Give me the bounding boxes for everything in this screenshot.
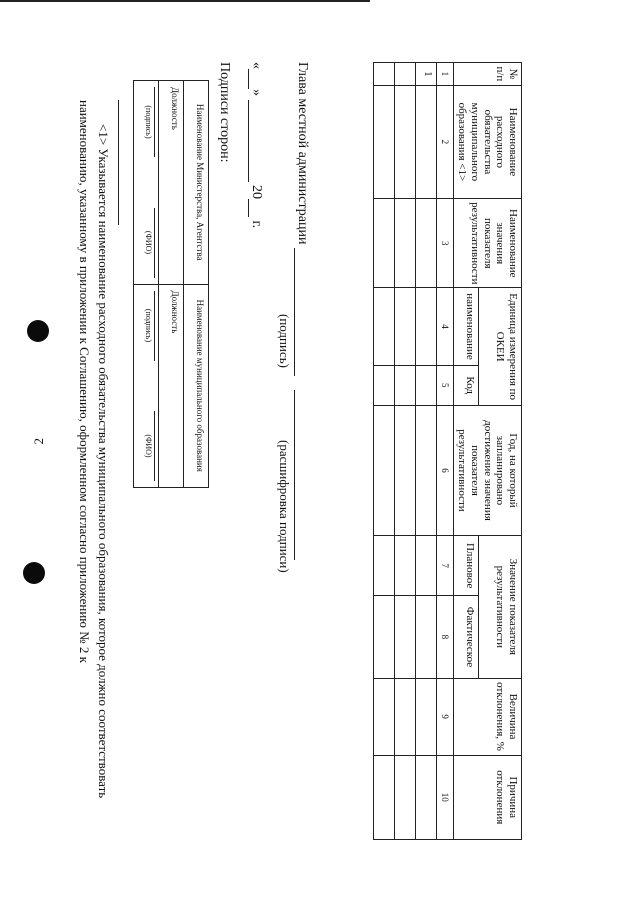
signature-caption: (подпись) (277, 314, 292, 368)
table-cell (415, 405, 436, 535)
table-cell (394, 755, 415, 840)
table-cell (415, 199, 436, 288)
table-cell (373, 596, 394, 678)
table-cell (373, 63, 394, 86)
table-cell (373, 288, 394, 365)
municipality-header: Наименование муниципального образования (184, 284, 209, 488)
date-open-quote: « (249, 62, 264, 69)
header-planned: Плановое (453, 536, 478, 596)
column-number-row (436, 63, 453, 840)
results-table (373, 62, 522, 840)
header-expense-name: Наименование расходного обязательства муниципального образования <1> (453, 85, 521, 198)
municipality-signature-caption: (подпись) (144, 291, 155, 361)
table-cell (415, 596, 436, 678)
table-cell (415, 365, 436, 405)
table-cell (415, 536, 436, 596)
table-cell (394, 199, 415, 288)
ministry-fio-caption: (ФИО) (144, 208, 155, 278)
decoding-caption: (расшифровка подписи) (277, 440, 292, 573)
party-signatures-table (133, 80, 209, 488)
column-number: 1 (436, 63, 453, 86)
table-cell (373, 405, 394, 535)
year-prefix: 20 (249, 185, 264, 199)
table-cell (415, 755, 436, 840)
table-cell (373, 536, 394, 596)
table-cell (373, 678, 394, 755)
municipality-fio-caption: (ФИО) (144, 411, 155, 481)
decoding-blank (294, 390, 295, 560)
head-signature-line (294, 62, 310, 560)
ministry-header: Наименование Министерства, Агентства (184, 81, 209, 285)
header-year: Год, на который запланировано достижение значения показателя результативности (453, 405, 521, 535)
column-number: 5 (436, 365, 453, 405)
column-number: 3 (436, 199, 453, 288)
header-unit-group: Единица измерения по ОКЕИ (478, 288, 521, 405)
table-cell (373, 365, 394, 405)
table-cell (394, 536, 415, 596)
table-row (415, 63, 436, 840)
signature-blank (294, 248, 295, 376)
header-deviation: Величина отклонения, % (453, 678, 521, 755)
head-signature-label: Глава местной администрации (295, 62, 310, 245)
table-cell (415, 288, 436, 365)
header-actual: Фактическое (453, 596, 478, 678)
table-row (394, 63, 415, 840)
table-cell (394, 85, 415, 198)
table-cell (394, 405, 415, 535)
year-blank (248, 199, 249, 217)
header-indicator-name: Наименование значения показателя результативности (453, 199, 521, 288)
table-row (373, 63, 394, 840)
table-cell: 1 (415, 63, 436, 86)
header-unit-code: Код (453, 365, 478, 405)
table-cell (394, 678, 415, 755)
day-blank (248, 69, 249, 89)
header-reason: Причина отклонения (453, 755, 521, 840)
column-number: 9 (436, 678, 453, 755)
column-number: 6 (436, 405, 453, 535)
date-close-quote: » (249, 89, 264, 96)
header-value-group: Значение показателя результативности (478, 536, 521, 679)
ministry-position: Должность (159, 81, 184, 285)
table-cell (373, 85, 394, 198)
page-number: 2 (31, 438, 46, 445)
table-cell (394, 365, 415, 405)
table-cell (373, 755, 394, 840)
month-blank (248, 100, 249, 182)
ministry-sign-cell (134, 81, 159, 285)
header-unit-name: наименование (453, 288, 478, 365)
municipality-position: Должность (159, 284, 184, 488)
column-number: 8 (436, 596, 453, 678)
footnote-rule (118, 100, 119, 225)
column-number: 10 (436, 755, 453, 840)
column-number: 4 (436, 288, 453, 365)
date-line (248, 62, 264, 228)
table-cell (394, 288, 415, 365)
table-cell (394, 596, 415, 678)
municipality-sign-cell (134, 284, 159, 488)
ministry-signature-caption: (подпись) (144, 87, 155, 157)
year-suffix: г. (249, 220, 264, 229)
table-cell (415, 678, 436, 755)
parties-title: Подписи сторон: (217, 62, 232, 163)
column-number: 2 (436, 85, 453, 198)
table-cell (373, 199, 394, 288)
table-cell (394, 63, 415, 86)
footnote-text: <1> Указывается наименование расходного обязательства муниципального образования, которое должно соответствовать наименованию, указанному в приложении к Соглашению, оформленном согласно приложению № 2 к (77, 100, 111, 799)
column-number: 7 (436, 536, 453, 596)
header-num: № п/п (453, 63, 521, 86)
table-cell (415, 85, 436, 198)
